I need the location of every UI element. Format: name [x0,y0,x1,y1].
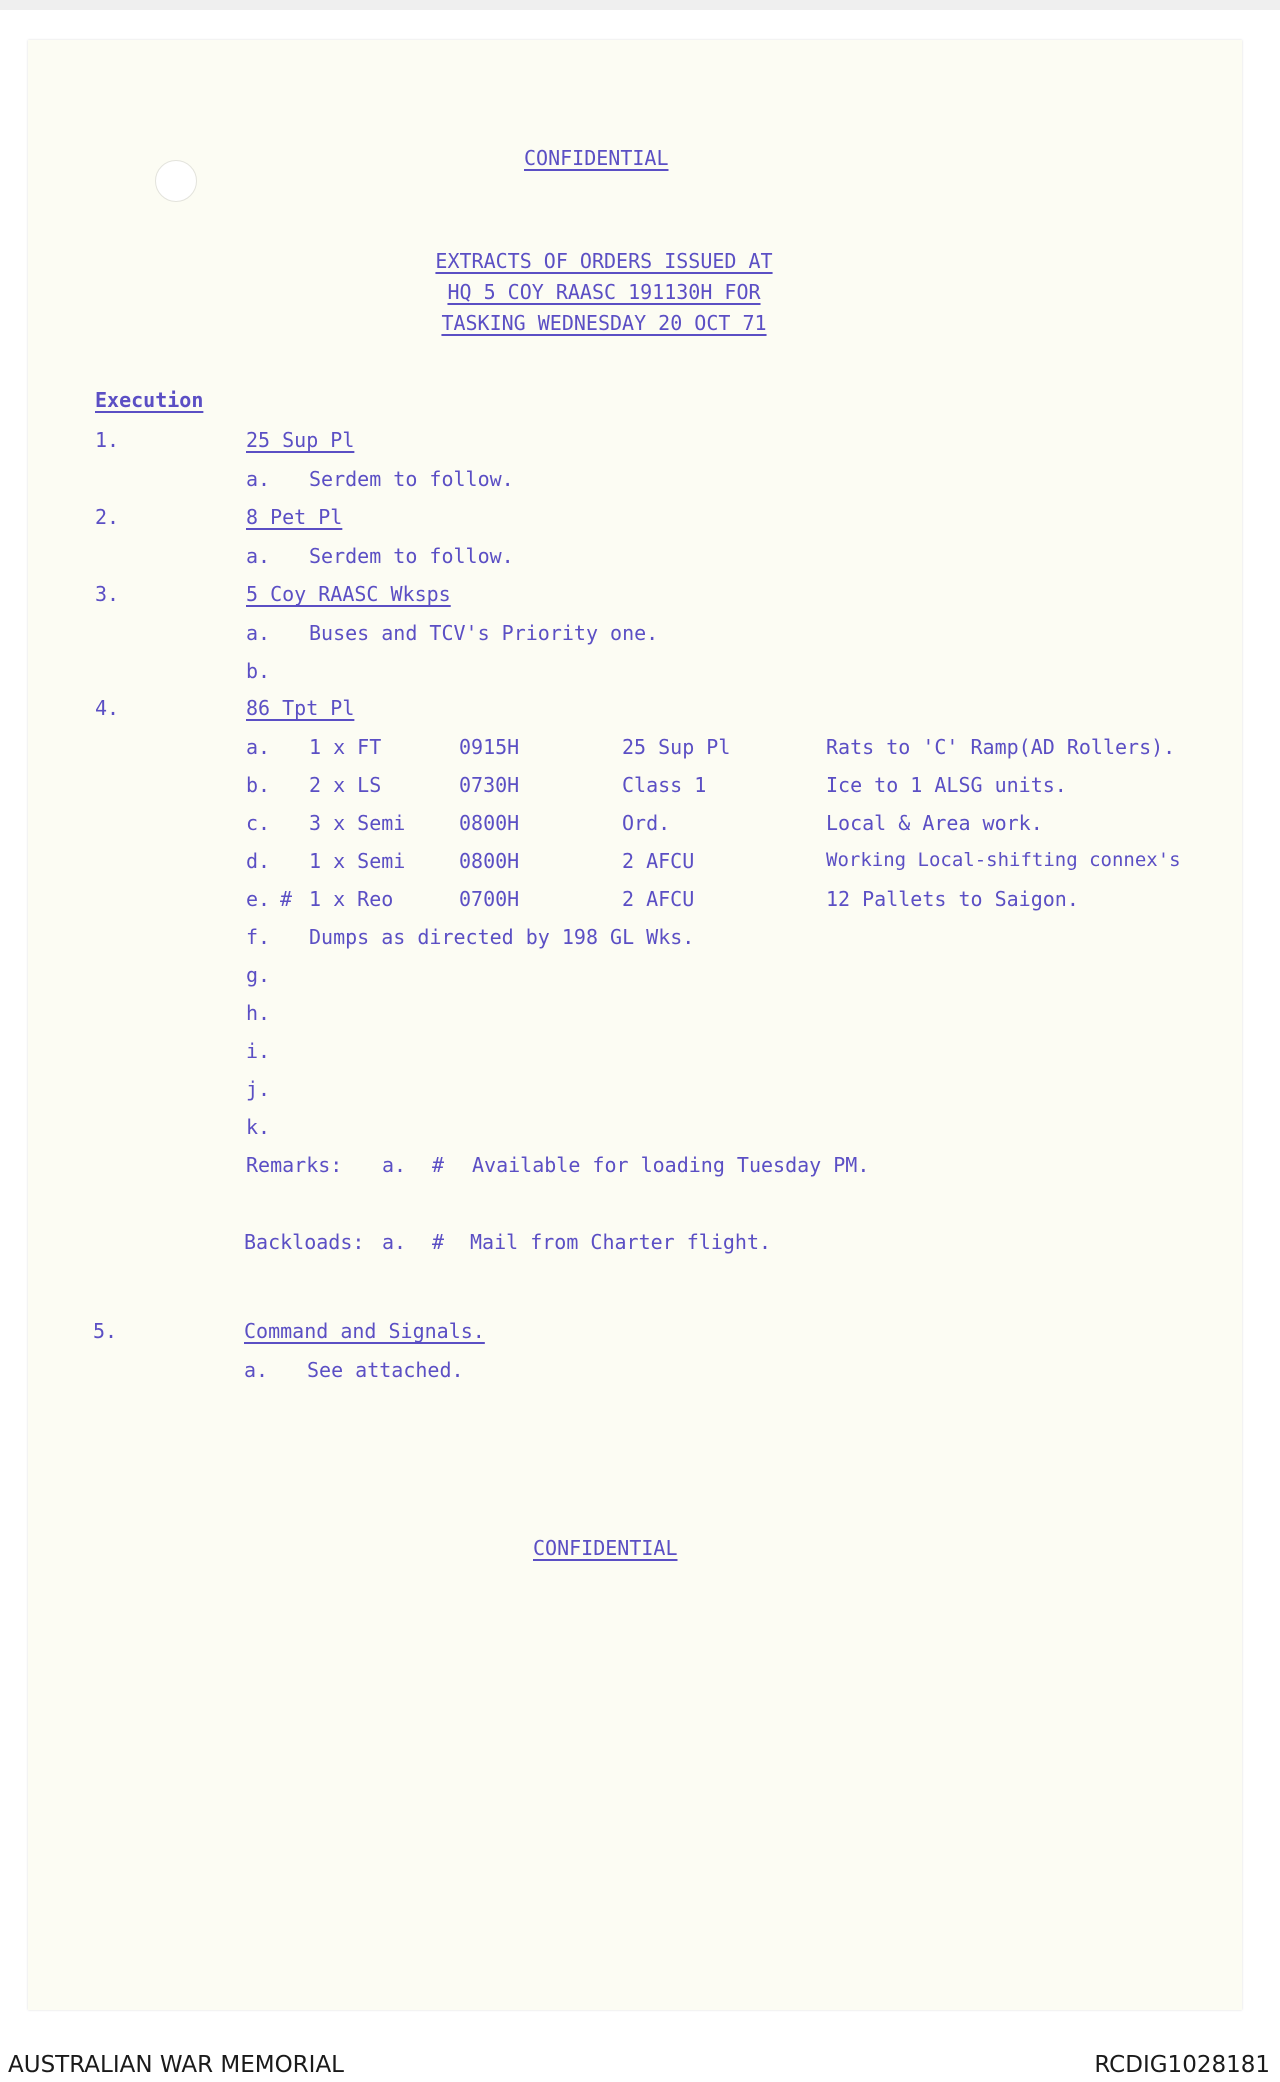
remarks-label: Remarks: [246,1153,343,1177]
task-row-time: 0800H [459,811,520,835]
para-1a-letter: a. [246,467,271,491]
document-title [404,246,804,339]
para-5-title: Command and Signals. [244,1319,485,1343]
scan-top-band [0,0,1280,10]
task-row-letter: e. [246,887,271,911]
footer-left-text: AUSTRALIAN WAR MEMORIAL [8,2052,344,2078]
blank-item-letter: h. [246,1001,271,1025]
task-row-vehicle: 2 x LS [309,773,382,797]
para-4f-letter: f. [246,925,271,949]
para-3-title: 5 Coy RAASC Wksps [246,582,451,606]
para-4f-text: Dumps as directed by 198 GL Wks. [309,925,695,949]
para-5a-letter: a. [244,1358,269,1382]
para-2a-letter: a. [246,544,271,568]
para-5a-text: See attached. [307,1358,464,1382]
footer-right-text: RCDIG1028181 [1094,2052,1270,2078]
remarks-text: Available for loading Tuesday PM. [472,1153,870,1177]
task-row-mark: # [280,887,293,911]
task-row-vehicle: 3 x Semi [309,811,406,835]
task-row-unit: 25 Sup Pl [622,735,731,759]
classification-top: CONFIDENTIAL [524,146,669,170]
punch-hole [155,160,197,202]
para-2a-text: Serdem to follow. [309,544,514,568]
task-row-unit: Class 1 [622,773,707,797]
task-row-vehicle: 1 x FT [309,735,382,759]
task-row-unit: 2 AFCU [622,849,695,873]
para-1a-text: Serdem to follow. [309,467,514,491]
blank-item-letter: i. [246,1039,271,1063]
blank-item-letter: g. [246,963,271,987]
backloads-mark: # [432,1230,445,1254]
backloads-letter: a. [382,1230,407,1254]
task-row-time: 0915H [459,735,520,759]
task-row-time: 0700H [459,887,520,911]
classification-bottom: CONFIDENTIAL [533,1536,678,1560]
task-row-letter: d. [246,849,271,873]
title-line-2: HQ 5 COY RAASC 191130H FOR [447,280,761,304]
section-heading: Execution [95,388,204,412]
blank-item-letter: k. [246,1115,271,1139]
title-line-1: EXTRACTS OF ORDERS ISSUED AT [435,249,773,273]
task-row-vehicle: 1 x Reo [309,887,394,911]
para-3-number: 3. [95,582,120,606]
para-1-number: 1. [95,428,120,452]
backloads-text: Mail from Charter flight. [470,1230,772,1254]
task-row-task: 12 Pallets to Saigon. [826,887,1079,911]
para-3a-letter: a. [246,621,271,645]
para-4-number: 4. [95,696,120,720]
backloads-label: Backloads: [244,1230,365,1254]
title-line-3: TASKING WEDNESDAY 20 OCT 71 [441,311,767,335]
para-5-number: 5. [93,1319,118,1343]
task-row-task: Working Local-shifting connex's [826,849,1181,871]
para-3a-text: Buses and TCV's Priority one. [309,621,659,645]
remarks-letter: a. [382,1153,407,1177]
task-row-unit: 2 AFCU [622,887,695,911]
archive-footer [0,2012,1280,2082]
para-4-title: 86 Tpt Pl [246,696,355,720]
task-row-vehicle: 1 x Semi [309,849,406,873]
para-2-number: 2. [95,505,120,529]
task-row-task: Rats to 'C' Ramp(AD Rollers). [826,735,1176,759]
para-3b-letter: b. [246,659,271,683]
para-2-title: 8 Pet Pl [246,505,343,529]
task-row-letter: c. [246,811,271,835]
remarks-mark: # [432,1153,445,1177]
task-row-letter: a. [246,735,271,759]
task-row-task: Local & Area work. [826,811,1043,835]
task-row-task: Ice to 1 ALSG units. [826,773,1067,797]
task-row-unit: Ord. [622,811,671,835]
task-row-time: 0800H [459,849,520,873]
task-row-time: 0730H [459,773,520,797]
blank-item-letter: j. [246,1077,271,1101]
task-row-letter: b. [246,773,271,797]
para-1-title: 25 Sup Pl [246,428,355,452]
